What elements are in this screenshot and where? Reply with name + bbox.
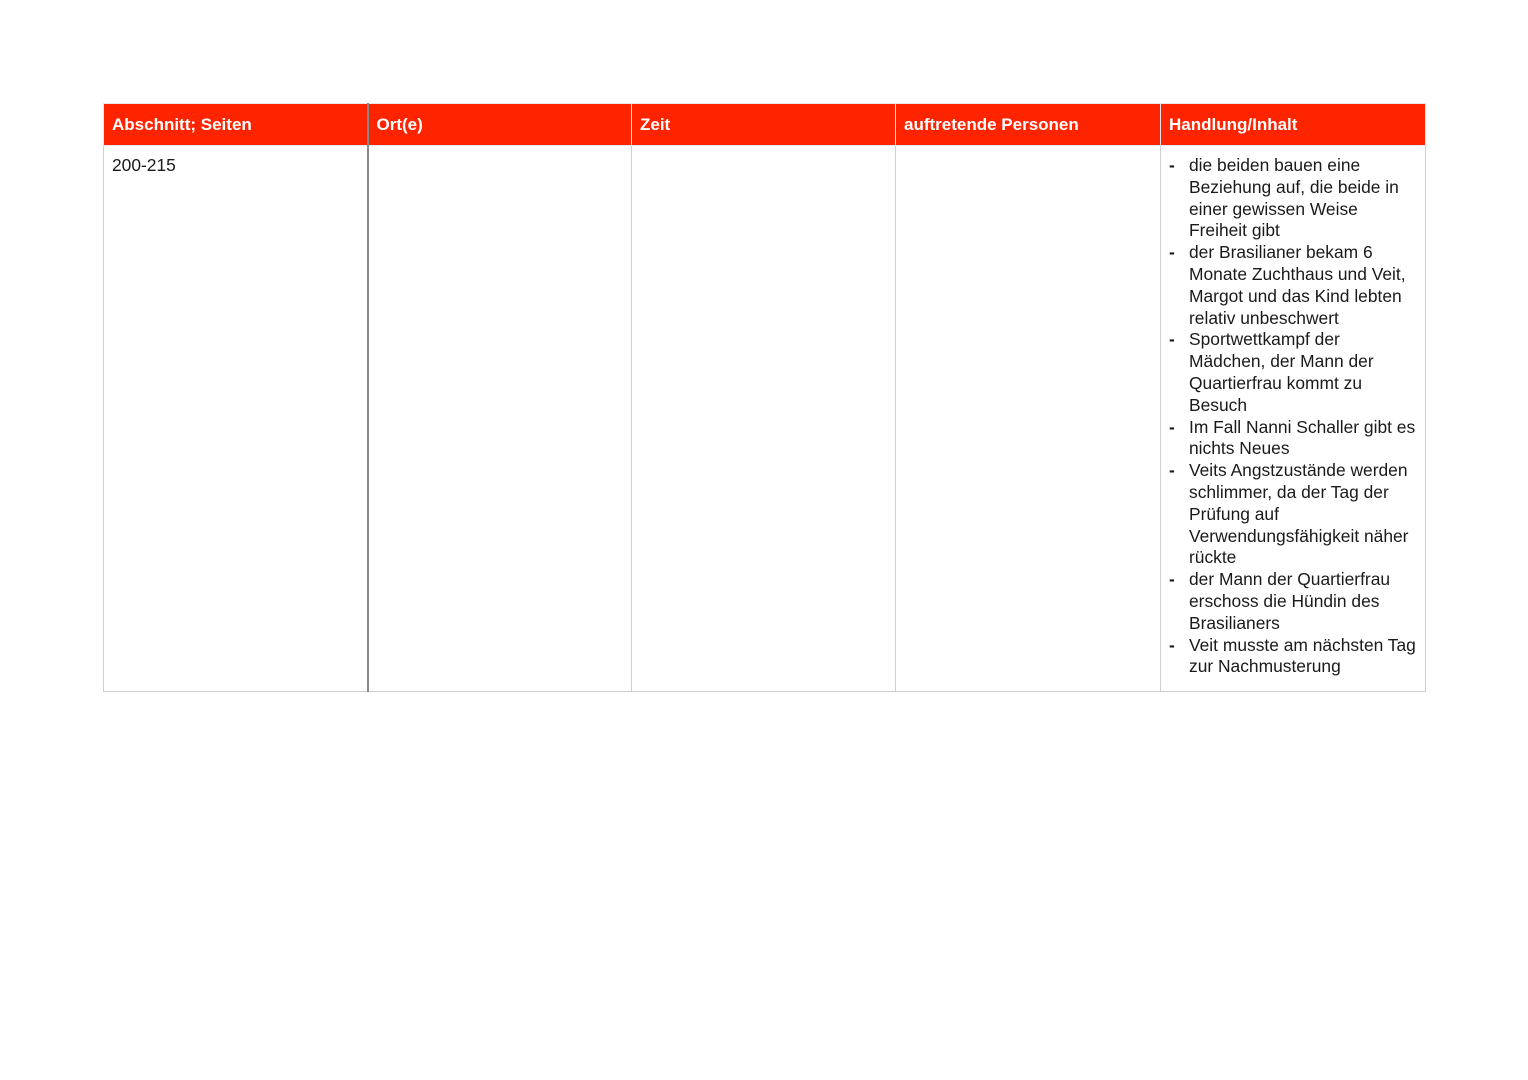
list-item [1169, 569, 1417, 634]
list-item [1169, 417, 1417, 461]
cell-time [632, 146, 896, 692]
summary-table [103, 103, 1426, 692]
bullet-dash: - [1169, 569, 1175, 590]
cell-section: 200-215 [104, 146, 368, 692]
bullet-text: der Brasilianer bekam 6 Monate Zuchthaus und Veit, Margot und das Kind lebten relativ unbeschwert [1189, 242, 1406, 328]
bullet-text: Im Fall Nanni Schaller gibt es nichts Neues [1189, 416, 1416, 459]
cell-places [368, 146, 632, 692]
list-item [1169, 329, 1417, 416]
bullet-dash: - [1169, 329, 1175, 350]
bullet-text: Veit musste am nächsten Tag zur Nachmusterung [1189, 634, 1416, 677]
bullet-dash: - [1169, 242, 1175, 263]
bullet-dash: - [1169, 416, 1175, 437]
header-time: Zeit [632, 104, 896, 146]
bullet-dash: - [1169, 155, 1175, 175]
header-section: Abschnitt; Seiten [104, 104, 368, 146]
cell-content [1161, 146, 1426, 692]
bullet-text: der Mann der Quartierfrau erschoss die Hündin des Brasilianers [1189, 569, 1391, 633]
list-item [1169, 635, 1417, 679]
bullet-dash: - [1169, 634, 1175, 655]
header-persons: auftretende Personen [896, 104, 1161, 146]
header-row [104, 104, 1426, 146]
bullet-dash: - [1169, 460, 1175, 481]
bullet-text: die beiden bauen eine Beziehung auf, die beide in einer gewissen Weise Freiheit gibt [1189, 155, 1399, 241]
table-row [104, 146, 1426, 692]
header-content: Handlung/Inhalt [1161, 104, 1426, 146]
list-item [1169, 460, 1417, 569]
bullet-text: Veits Angstzustände werden schlimmer, da der Tag der Prüfung auf Verwendungsfähigkeit näher rückte [1189, 460, 1409, 568]
bullet-text: Sportwettkampf der Mädchen, der Mann der Quartierfrau kommt zu Besuch [1189, 329, 1374, 415]
list-item [1169, 155, 1417, 242]
cell-persons [896, 146, 1161, 692]
content-bullet-list [1169, 155, 1417, 678]
list-item [1169, 242, 1417, 329]
header-places: Ort(e) [368, 104, 632, 146]
